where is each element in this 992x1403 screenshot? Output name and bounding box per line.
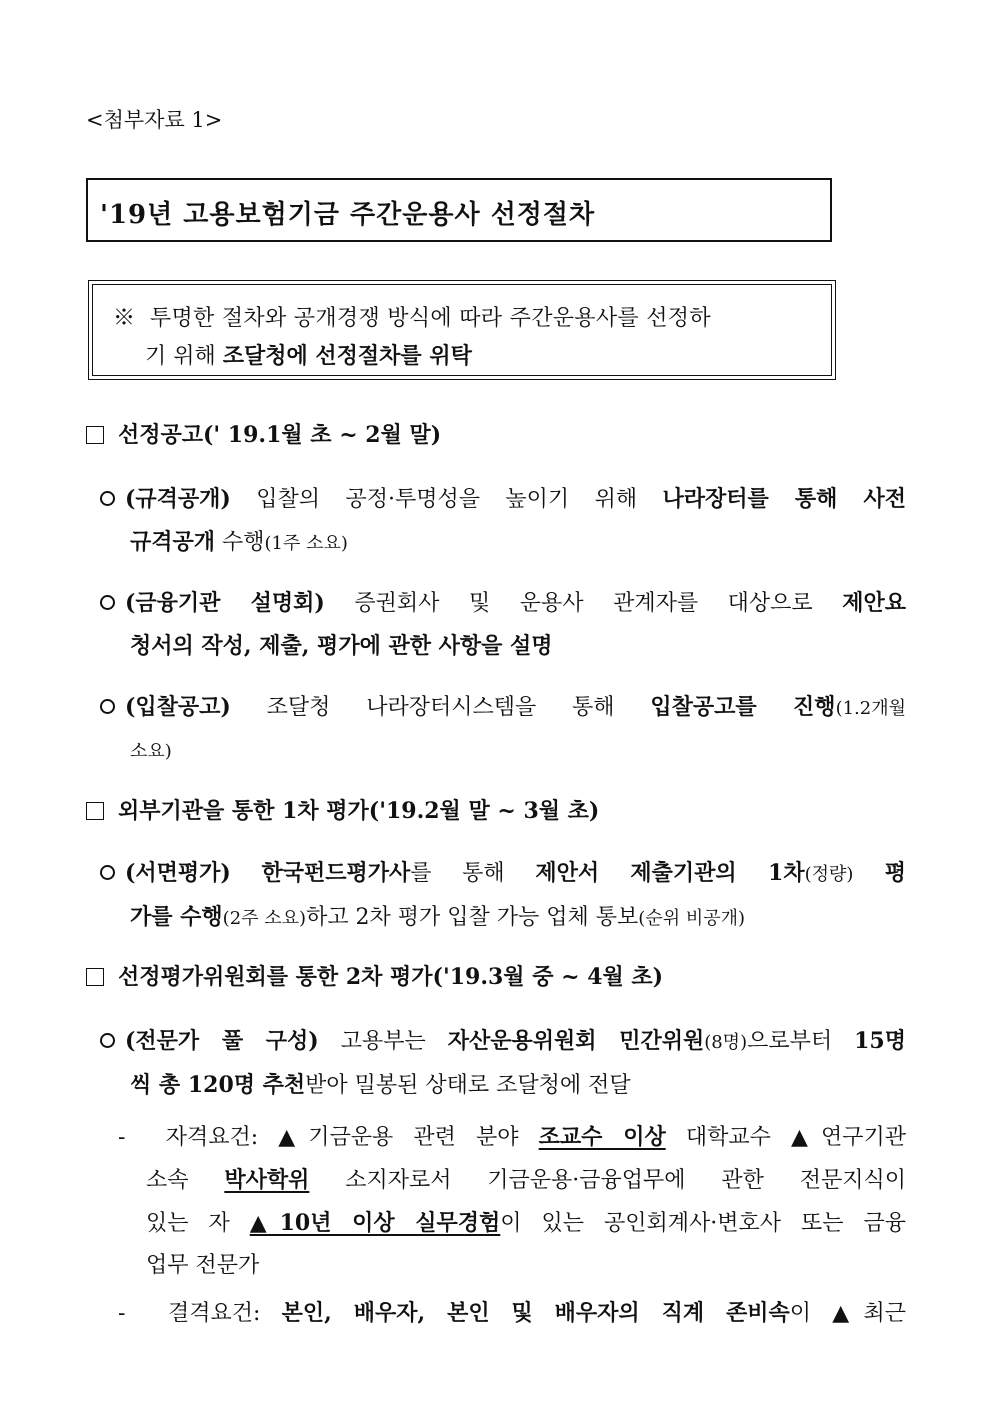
item-text-bold: 청서의 작성, 제출, 평가에 관한 사항을 설명 [130,633,553,659]
item-text: 조달청 나라장터시스템을 통해 [230,695,651,720]
item-text-bold: 가를 수행 [130,904,223,930]
bullet-circle-icon [100,865,115,880]
item-text: 수행 [215,530,265,555]
attachment-label: <첨부자료 1> [86,108,223,132]
note-inner-border [92,284,832,376]
note-text-2: 기 위해 [145,344,223,369]
item-text: 증권회사 및 운용사 관계자를 대상으로 [324,591,843,616]
qualification-item [118,1116,906,1287]
item-note: 소요) [130,741,172,762]
item-text-bold: 규격공개 [130,529,216,555]
checkbox-square-icon [86,802,104,820]
bullet-circle-icon [100,595,115,610]
item-line [100,730,906,773]
item-label: (전문가 풀 구성) [125,1028,319,1054]
item-line [100,521,906,565]
item-note: (8명) [704,1032,748,1053]
note-line-1 [113,301,711,332]
section-title: 선정공고(' 19.1월 초 ~ 2월 말) [118,422,442,448]
item-line [100,478,906,521]
note-text-1: 투명한 절차와 공개경쟁 방식에 따라 주간운용사를 선정하 [149,306,711,331]
list-item-briefing [100,582,906,668]
item-text: 소지자로서 기금운용·금융업무에 관한 전문지식이 [309,1168,906,1193]
dash-marker: - [118,1125,126,1150]
note-line-2 [145,339,472,370]
checkbox-square-icon [86,968,104,986]
item-note: (1.2개월 [835,698,906,719]
item-text-bold: 제안요 [842,590,906,616]
item-text: 대학교수 ▲연구기관 [665,1125,906,1150]
bullet-circle-icon [100,491,115,506]
list-item-bid [100,686,906,773]
item-label: (서면평가) [125,860,231,886]
item-text-underlined: ▲10년 이상 실무경험 [249,1210,501,1236]
page-title: '19년 고용보험기금 주간운용사 선정절차 [100,200,596,230]
item-text: 고용부는 [318,1029,448,1054]
item-line [100,852,906,896]
item-label: (입찰공고) [125,694,231,720]
item-note: (2주 소요) [222,908,307,929]
item-text: 이 ▲최근 [789,1301,906,1326]
section-heading-1 [86,418,441,449]
item-line [118,1159,906,1202]
item-text: 결격요건: [167,1301,282,1326]
item-line [100,625,906,668]
list-item-spec [100,478,906,565]
item-text-bold: 입찰공고를 진행 [650,694,836,720]
item-text: 자격요건: ▲기금운용 관련 분야 [165,1125,539,1150]
item-note: (정량) [804,864,854,885]
item-text-bold: 평 [853,860,906,886]
bullet-circle-icon [100,699,115,714]
item-line [100,582,906,625]
item-line [118,1245,906,1287]
item-text: 으로부터 [747,1029,855,1054]
item-text-bold: 제안서 제출기관의 1차 [535,860,805,886]
item-line [100,1020,906,1064]
section-heading-3 [86,960,663,991]
section-title: 선정평가위원회를 통한 2차 평가('19.3월 중 ~ 4월 초) [118,964,664,990]
item-label: (금융기관 설명회) [125,590,325,616]
note-text-2-bold: 조달청에 선정절차를 위탁 [222,343,472,369]
item-line [118,1202,906,1245]
item-space [231,861,262,886]
item-text: 를 통해 [410,861,536,886]
section-title: 외부기관을 통한 1차 평가('19.2월 말 ~ 3월 초) [118,798,600,824]
item-text-bold: 한국펀드평가사 [261,860,411,886]
item-note: (순위 비공개) [638,908,746,929]
item-text: 있는 자 [146,1211,250,1236]
bullet-circle-icon [100,1033,115,1048]
item-line [100,1064,906,1107]
item-line [118,1116,906,1159]
item-text-underlined: 박사학위 [224,1167,310,1193]
checkbox-square-icon [86,426,104,444]
section-heading-2 [86,794,599,825]
item-text-bold: 씩 총 120명 추천 [130,1072,306,1098]
item-text: 받아 밀봉된 상태로 조달청에 전달 [305,1073,631,1098]
list-item-written [100,852,906,940]
note-box [88,280,836,380]
reference-mark-icon: ※ [113,306,136,331]
item-text-bold: 15명 [854,1028,906,1054]
item-text-bold: 본인, 배우자, 본인 및 배우자의 직계 존비속 [281,1300,790,1326]
title-box [86,178,832,242]
item-text: 업무 전문가 [146,1253,260,1278]
dash-marker: - [118,1301,126,1326]
item-label: (규격공개) [125,486,231,512]
list-item-pool [100,1020,906,1107]
item-line [100,686,906,730]
item-line [100,896,906,940]
item-text: 입찰의 공정·투명성을 높이기 위해 [230,487,663,512]
item-text-bold: 자산운용위원회 민간위원 [447,1028,705,1054]
item-text-underlined: 조교수 이상 [538,1124,666,1150]
item-text: 소속 [146,1168,225,1193]
item-note: (1주 소요) [264,533,348,554]
item-line [118,1292,906,1335]
item-text-bold: 나라장터를 통해 사전 [662,486,906,512]
disqualification-item [118,1292,906,1335]
item-text: 하고 2차 평가 입찰 가능 업체 통보 [306,905,639,930]
item-text: 이 있는 공인회계사·변호사 또는 금융 [500,1211,906,1236]
